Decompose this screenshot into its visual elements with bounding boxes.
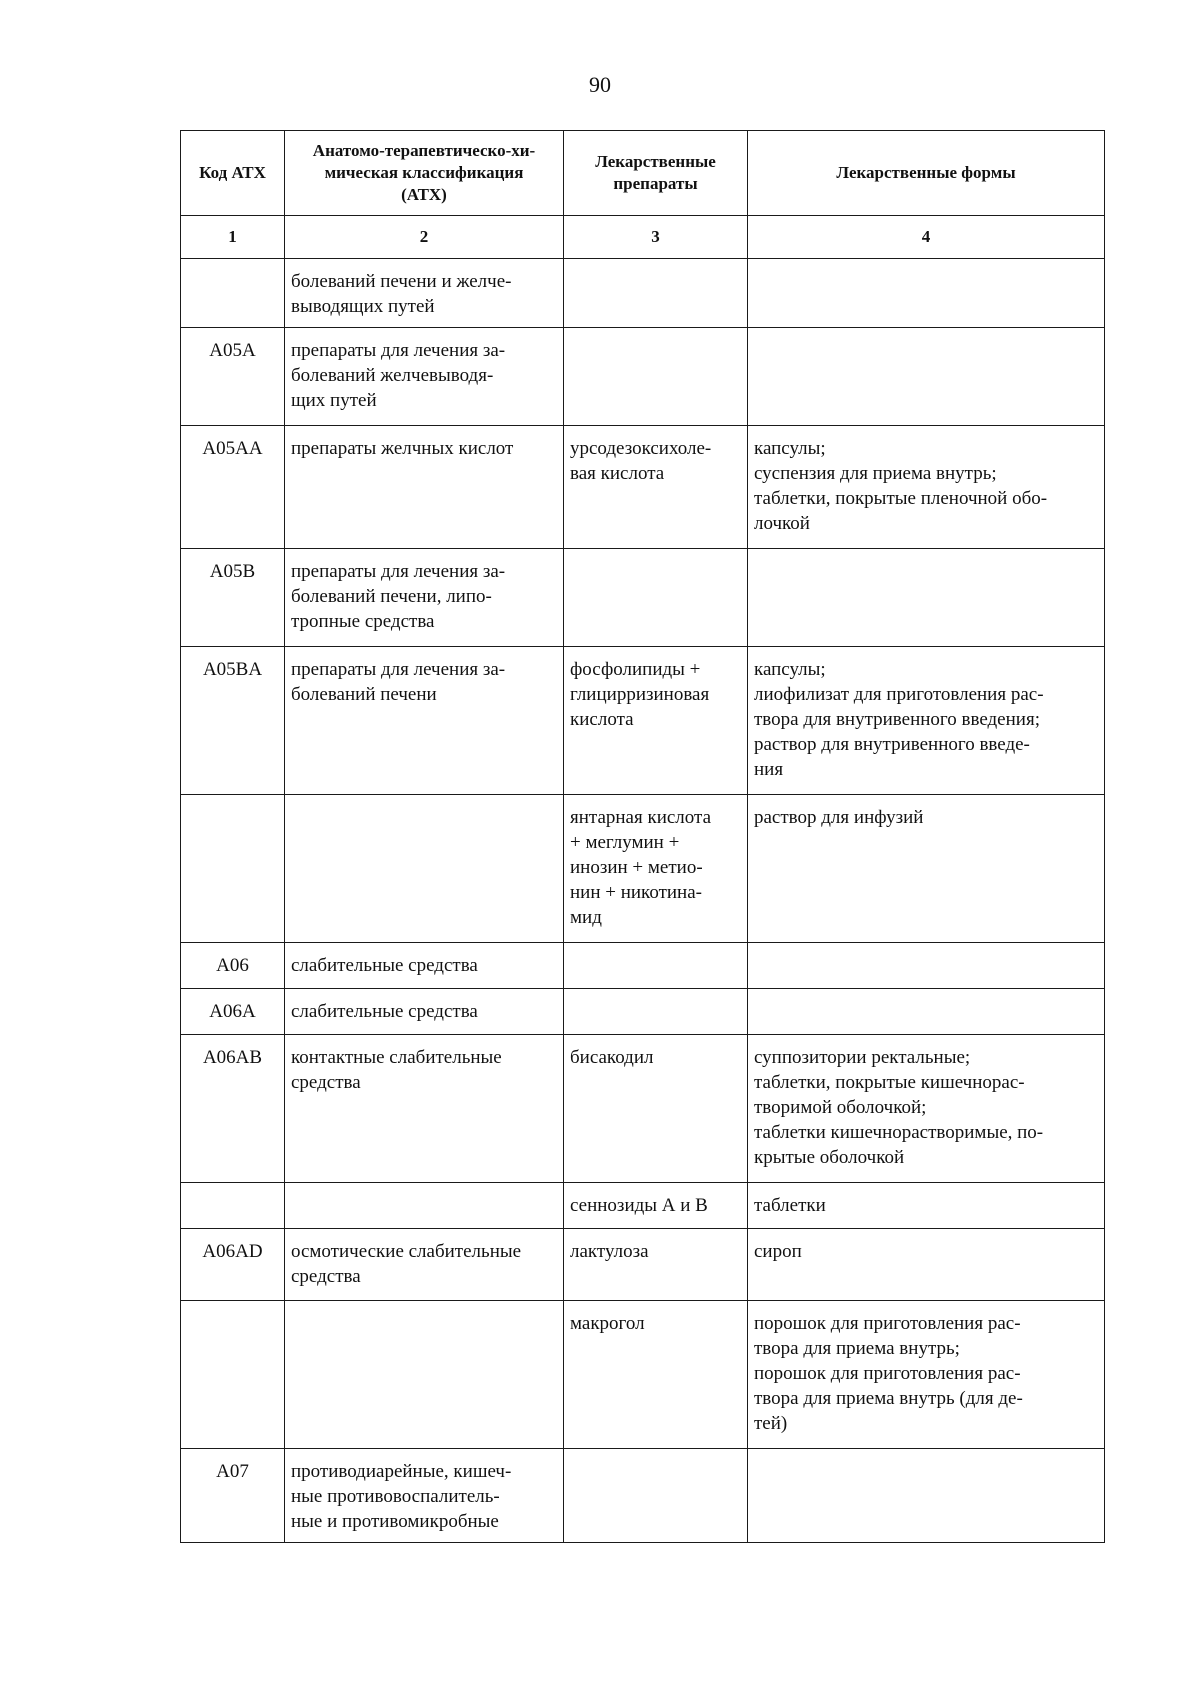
table-row [181,549,1105,647]
drug-cell: урсодезоксихоле- вая кислота [564,426,748,549]
dosage-form-cell: капсулы; суспензия для приема внутрь; таблетки, покрытые пленочной обо- лочкой [748,426,1105,549]
dosage-form-cell: порошок для приготовления рас- твора для приема внутрь; порошок для приготовления рас- твора для приема внутрь (для де- тей) [748,1301,1105,1449]
dosage-form-cell [748,989,1105,1035]
atc-code-cell [181,795,285,943]
table-row [181,795,1105,943]
column-number: 2 [285,216,564,259]
classification-cell: препараты для лечения за- болеваний печени, липо- тропные средства [285,549,564,647]
column-number: 3 [564,216,748,259]
classification-cell: препараты желчных кислот [285,426,564,549]
classification-cell: препараты для лечения за- болеваний печени [285,647,564,795]
atc-code-cell: A05B [181,549,285,647]
header-atc-classification: Анатомо-терапевтическо-хи- мическая классификация (АТХ) [285,131,564,216]
drug-cell [564,989,748,1035]
drug-cell [564,943,748,989]
table-row [181,647,1105,795]
classification-cell [285,795,564,943]
atc-code-cell [181,259,285,328]
dosage-form-cell: суппозитории ректальные; таблетки, покрытые кишечнорас- творимой оболочкой; таблетки кишечнорастворимые, по- крытые оболочкой [748,1035,1105,1183]
atc-drug-table [180,130,1105,1543]
drug-cell: фосфолипиды + глицирризиновая кислота [564,647,748,795]
drug-cell [564,549,748,647]
table-row [181,1035,1105,1183]
classification-cell: слабительные средства [285,989,564,1035]
table-header-row [181,131,1105,216]
classification-cell: осмотические слабительные средства [285,1229,564,1301]
atc-code-cell [181,1183,285,1229]
classification-cell [285,1183,564,1229]
atc-code-cell: A06 [181,943,285,989]
drug-cell: бисакодил [564,1035,748,1183]
drug-cell [564,259,748,328]
atc-code-cell [181,1301,285,1449]
table-row [181,259,1105,328]
classification-cell: болеваний печени и желче- выводящих путей [285,259,564,328]
classification-cell: препараты для лечения за- болеваний желчевыводя- щих путей [285,328,564,426]
atc-code-cell: A05AA [181,426,285,549]
table-row [181,328,1105,426]
table-row [181,1301,1105,1449]
dosage-form-cell [748,943,1105,989]
page-number: 90 [589,72,611,97]
atc-code-cell: A07 [181,1449,285,1543]
dosage-form-cell: сироп [748,1229,1105,1301]
classification-cell: контактные слабительные средства [285,1035,564,1183]
dosage-form-cell [748,549,1105,647]
atc-code-cell: A05BA [181,647,285,795]
atc-code-cell: A06A [181,989,285,1035]
column-number-row [181,216,1105,259]
header-dosage-forms: Лекарственные формы [748,131,1105,216]
atc-code-cell: A05A [181,328,285,426]
atc-code-cell: A06AB [181,1035,285,1183]
dosage-form-cell [748,328,1105,426]
drug-cell: янтарная кислота + меглумин + инозин + метио- нин + никотина- мид [564,795,748,943]
dosage-form-cell: раствор для инфузий [748,795,1105,943]
table-row [181,1183,1105,1229]
drug-cell: лактулоза [564,1229,748,1301]
column-number: 1 [181,216,285,259]
classification-cell [285,1301,564,1449]
table-row [181,989,1105,1035]
header-atc-code: Код АТХ [181,131,285,216]
table-row [181,426,1105,549]
drug-cell: макрогол [564,1301,748,1449]
dosage-form-cell [748,1449,1105,1543]
classification-cell: противодиарейные, кишеч- ные противовоспалитель- ные и противомикробные [285,1449,564,1543]
dosage-form-cell [748,259,1105,328]
table-row [181,943,1105,989]
table-row [181,1229,1105,1301]
classification-cell: слабительные средства [285,943,564,989]
dosage-form-cell: капсулы; лиофилизат для приготовления рас- твора для внутривенного введения; раствор для внутривенного введе- ния [748,647,1105,795]
drug-cell [564,1449,748,1543]
atc-code-cell: A06AD [181,1229,285,1301]
table-body [181,259,1105,1543]
dosage-form-cell: таблетки [748,1183,1105,1229]
header-drugs: Лекарственные препараты [564,131,748,216]
table-row [181,1449,1105,1543]
drug-cell: сеннозиды А и В [564,1183,748,1229]
column-number: 4 [748,216,1105,259]
drug-cell [564,328,748,426]
